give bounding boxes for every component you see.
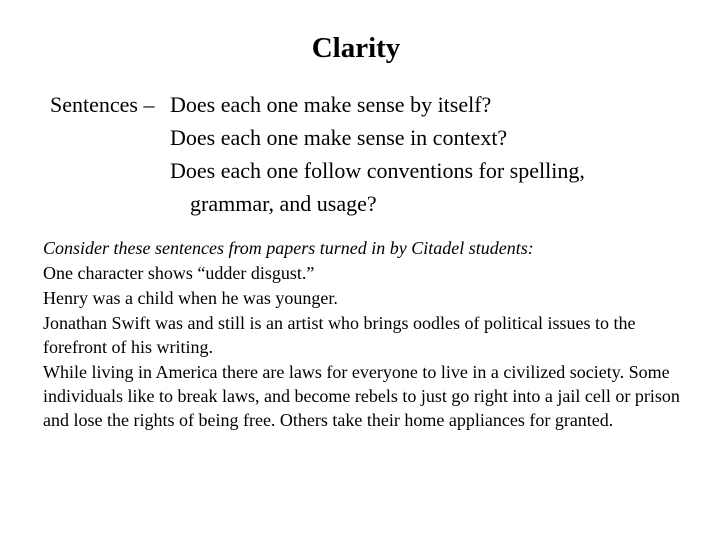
clarity-questions [0, 88, 720, 220]
question-sense-in-context: Does each one make sense in context? [170, 125, 508, 150]
question-line-1 [0, 88, 720, 121]
example-sentence-4: While living in America there are laws for everyone to live in a civilized society. Some individuals like to break laws, and become rebels to just go right into a jail cell or prison and lose the rights of being free. Others take their home appliances for granted. [43, 362, 680, 430]
question-line-3 [0, 154, 720, 187]
example-sentence-1: One character shows “udder disgust.” [43, 263, 315, 283]
question-conventions: Does each one follow conventions for spelling, [170, 158, 585, 183]
question-conventions-continued: grammar, and usage? [190, 191, 377, 216]
question-line-4 [0, 187, 720, 220]
example-sentence-2: Henry was a child when he was younger. [43, 288, 338, 308]
sentences-label: Sentences – [50, 92, 155, 117]
question-line-2 [0, 121, 720, 154]
examples-intro: Consider these sentences from papers turned in by Citadel students: [43, 238, 534, 258]
question-sense-by-itself: Does each one make sense by itself? [170, 92, 492, 117]
slide-title: Clarity [311, 32, 401, 64]
example-sentence-3: Jonathan Swift was and still is an artist who brings oodles of political issues to the forefront of his writing. [43, 313, 636, 357]
example-section [43, 236, 683, 432]
